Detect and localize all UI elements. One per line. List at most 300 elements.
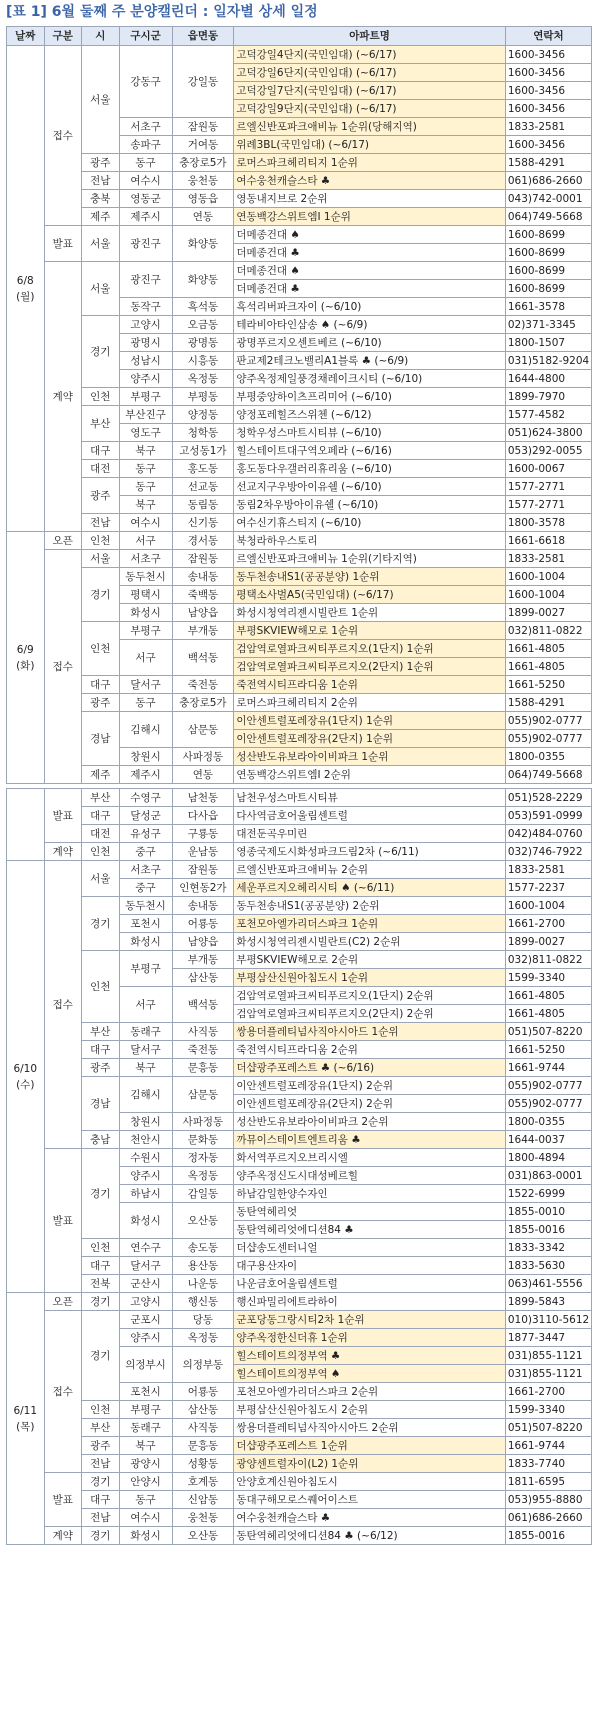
- dong-cell: 옥정동: [172, 370, 234, 388]
- dong-cell: 청학동: [172, 424, 234, 442]
- apartment-name: 더메종건대 ♣: [234, 244, 506, 262]
- district-cell: 천안시: [119, 1131, 172, 1149]
- type-cell: 발표: [44, 1149, 82, 1293]
- apartment-name: 고덕강일7단지(국민임대) (~6/17): [234, 82, 506, 100]
- city-cell: 서울: [82, 226, 120, 262]
- table-row: [7, 1311, 592, 1329]
- district-cell: 제주시: [119, 208, 172, 226]
- dong-cell: 송도동: [172, 1239, 234, 1257]
- city-cell: 인천: [82, 1401, 120, 1419]
- apartment-name: 테라비아타인삼송 ♠ (~6/9): [234, 316, 506, 334]
- table-row: [7, 1293, 592, 1311]
- city-cell: 전남: [82, 172, 120, 190]
- apartment-name: 안양호계신원아침도시: [234, 1473, 506, 1491]
- city-cell: 광주: [82, 1437, 120, 1455]
- city-cell: 서울: [82, 861, 120, 897]
- contact-phone: 1577-4582: [505, 406, 591, 424]
- table-row: [7, 676, 592, 694]
- apartment-name: 대전둔곡우미린: [234, 825, 506, 843]
- apartment-name: 성산반도유보라아이비파크 1순위: [234, 748, 506, 766]
- district-cell: 서초구: [119, 550, 172, 568]
- contact-phone: 032)746-7922: [505, 843, 591, 861]
- contact-phone: 1600-1004: [505, 586, 591, 604]
- dong-cell: 경서동: [172, 532, 234, 550]
- apartment-name: 죽전역시티프라디움 2순위: [234, 1041, 506, 1059]
- table-row: [7, 532, 592, 550]
- contact-phone: 1661-9744: [505, 1437, 591, 1455]
- apartment-name: 광명푸르지오센트베르 (~6/10): [234, 334, 506, 352]
- table-row: [7, 897, 592, 915]
- apartment-name: 양주옥정한신더휴 1순위: [234, 1329, 506, 1347]
- contact-phone: 1600-0067: [505, 460, 591, 478]
- contact-phone: 1661-2700: [505, 1383, 591, 1401]
- city-cell: 대구: [82, 1491, 120, 1509]
- table-row: [7, 825, 592, 843]
- dong-cell: 문흥동: [172, 1059, 234, 1077]
- dong-cell: 호계동: [172, 1473, 234, 1491]
- contact-phone: 1577-2771: [505, 496, 591, 514]
- district-cell: 창원시: [119, 748, 172, 766]
- contact-phone: 1661-3578: [505, 298, 591, 316]
- dong-cell: 감일동: [172, 1185, 234, 1203]
- dong-cell: 흑석동: [172, 298, 234, 316]
- city-cell: 전남: [82, 1509, 120, 1527]
- apartment-name: 여수웅천캐슬스타 ♣: [234, 172, 506, 190]
- district-cell: 영도구: [119, 424, 172, 442]
- type-cell: 접수: [44, 550, 82, 784]
- apartment-name: 흑석리버파크자이 (~6/10): [234, 298, 506, 316]
- apartment-name: 선교지구우방아이유쉘 (~6/10): [234, 478, 506, 496]
- apartment-name: 힐스테이트의정부역 ♣: [234, 1347, 506, 1365]
- table-row: [7, 951, 592, 969]
- contact-phone: 1800-0355: [505, 1113, 591, 1131]
- apartment-name: 양주옥정제일풍경채레이크시티 (~6/10): [234, 370, 506, 388]
- apartment-name: 동탄역헤리엇에디션84 ♣: [234, 1221, 506, 1239]
- contact-phone: 042)484-0760: [505, 825, 591, 843]
- apartment-name: 이안센트럴포레장유(2단지) 2순위: [234, 1095, 506, 1113]
- district-cell: 광양시: [119, 1455, 172, 1473]
- contact-phone: 053)955-8880: [505, 1491, 591, 1509]
- district-cell: 의정부시: [119, 1347, 172, 1383]
- apartment-name: 부평삼산신원아침도시 1순위: [234, 969, 506, 987]
- district-cell: 양주시: [119, 370, 172, 388]
- contact-phone: 1600-1004: [505, 568, 591, 586]
- district-cell: 군포시: [119, 1311, 172, 1329]
- apartment-name: 더메종건대 ♠: [234, 226, 506, 244]
- dong-cell: 오금동: [172, 316, 234, 334]
- dong-cell: 거여동: [172, 136, 234, 154]
- apartment-name: 대구용산자이: [234, 1257, 506, 1275]
- contact-phone: 1661-4805: [505, 658, 591, 676]
- table-row: [7, 1059, 592, 1077]
- table-row: [7, 226, 592, 244]
- date-cell: 6/10 (수): [7, 861, 45, 1293]
- dong-cell: 시흥동: [172, 352, 234, 370]
- city-cell: 부산: [82, 406, 120, 442]
- apartment-name: 르엘신반포파크애비뉴 1순위(당해지역): [234, 118, 506, 136]
- apartment-name: 북청라하우스토리: [234, 532, 506, 550]
- district-cell: 서초구: [119, 861, 172, 879]
- district-cell: 부평구: [119, 388, 172, 406]
- apartment-name: 동대구해모로스퀘어이스트: [234, 1491, 506, 1509]
- contact-phone: 031)855-1121: [505, 1365, 591, 1383]
- table-row: [7, 1131, 592, 1149]
- contact-phone: 031)855-1121: [505, 1347, 591, 1365]
- date-cell: [7, 789, 45, 861]
- district-cell: 동두천시: [119, 568, 172, 586]
- apartment-name: 영동내지브로 2순위: [234, 190, 506, 208]
- contact-phone: 1899-0027: [505, 604, 591, 622]
- schedule-table: [6, 26, 592, 784]
- dong-cell: 잠원동: [172, 118, 234, 136]
- district-cell: 부산진구: [119, 406, 172, 424]
- contact-phone: 031)863-0001: [505, 1167, 591, 1185]
- city-cell: 대구: [82, 807, 120, 825]
- date-cell: 6/9 (화): [7, 532, 45, 784]
- contact-phone: 1600-8699: [505, 226, 591, 244]
- city-cell: 제주: [82, 766, 120, 784]
- city-cell: 광주: [82, 694, 120, 712]
- dong-cell: 어룡동: [172, 1383, 234, 1401]
- district-cell: 달서구: [119, 1257, 172, 1275]
- apartment-name: 로머스파크헤리티지 1순위: [234, 154, 506, 172]
- city-cell: 경기: [82, 316, 120, 388]
- dong-cell: 다사읍: [172, 807, 234, 825]
- city-cell: 광주: [82, 478, 120, 514]
- dong-cell: 충장로5가: [172, 154, 234, 172]
- city-cell: 충남: [82, 1131, 120, 1149]
- contact-phone: 1600-8699: [505, 244, 591, 262]
- dong-cell: 문화동: [172, 1131, 234, 1149]
- contact-phone: 061)686-2660: [505, 1509, 591, 1527]
- table-row: [7, 190, 592, 208]
- contact-phone: 1588-4291: [505, 154, 591, 172]
- contact-phone: 1600-1004: [505, 897, 591, 915]
- dong-cell: 잠원동: [172, 550, 234, 568]
- apartment-name: 부평SKVIEW해모로 2순위: [234, 951, 506, 969]
- table-row: [7, 789, 592, 807]
- dong-cell: 죽전동: [172, 1041, 234, 1059]
- contact-phone: 1661-9744: [505, 1059, 591, 1077]
- dong-cell: 사직동: [172, 1023, 234, 1041]
- contact-phone: 1899-0027: [505, 933, 591, 951]
- apartment-name: 성산반도유보라아이비파크 2순위: [234, 1113, 506, 1131]
- apartment-name: 하남감일한양수자인: [234, 1185, 506, 1203]
- type-cell: 발표: [44, 789, 82, 843]
- apartment-name: 다사역금호어울림센트럴: [234, 807, 506, 825]
- contact-phone: 1577-2771: [505, 478, 591, 496]
- district-cell: 화성시: [119, 1527, 172, 1545]
- dong-cell: 사직동: [172, 1419, 234, 1437]
- contact-phone: 1877-3447: [505, 1329, 591, 1347]
- district-cell: 성남시: [119, 352, 172, 370]
- table-row: [7, 1239, 592, 1257]
- apartment-name: 힐스테이트대구역오페라 (~6/16): [234, 442, 506, 460]
- contact-phone: 1600-3456: [505, 46, 591, 64]
- contact-phone: 051)507-8220: [505, 1419, 591, 1437]
- district-cell: 화성시: [119, 1203, 172, 1239]
- contact-phone: 1833-3342: [505, 1239, 591, 1257]
- city-cell: 부산: [82, 789, 120, 807]
- dong-cell: 당동: [172, 1311, 234, 1329]
- column-header: 구시군: [119, 27, 172, 46]
- contact-phone: 032)811-0822: [505, 622, 591, 640]
- apartment-name: 이안센트럴포레장유(2단지) 1순위: [234, 730, 506, 748]
- contact-phone: 1800-4894: [505, 1149, 591, 1167]
- dong-cell: 화양동: [172, 226, 234, 262]
- table-row: [7, 172, 592, 190]
- contact-phone: 053)591-0999: [505, 807, 591, 825]
- table-row: [7, 1509, 592, 1527]
- dong-cell: 오산동: [172, 1527, 234, 1545]
- apartment-name: 동두천송내S1(공공분양) 2순위: [234, 897, 506, 915]
- table-row: [7, 807, 592, 825]
- dong-cell: 문흥동: [172, 1437, 234, 1455]
- table-row: [7, 861, 592, 879]
- dong-cell: 구룡동: [172, 825, 234, 843]
- district-cell: 달성군: [119, 807, 172, 825]
- apartment-name: 화서역푸르지오브리시엘: [234, 1149, 506, 1167]
- apartment-name: 청학우성스마트시티뷰 (~6/10): [234, 424, 506, 442]
- contact-phone: 1600-3456: [505, 136, 591, 154]
- dong-cell: 송내동: [172, 897, 234, 915]
- contact-phone: 1577-2237: [505, 879, 591, 897]
- city-cell: 인천: [82, 532, 120, 550]
- dong-cell: 잠원동: [172, 861, 234, 879]
- dong-cell: 의정부동: [172, 1347, 234, 1383]
- dong-cell: 신암동: [172, 1491, 234, 1509]
- column-header: 읍면동: [172, 27, 234, 46]
- dong-cell: 백석동: [172, 987, 234, 1023]
- apartment-name: 더샵광주포레스트 1순위: [234, 1437, 506, 1455]
- district-cell: 동구: [119, 478, 172, 496]
- city-cell: 전북: [82, 1275, 120, 1293]
- apartment-name: 검암역로열파크씨티푸르지오(1단지) 1순위: [234, 640, 506, 658]
- district-cell: 강동구: [119, 46, 172, 118]
- dong-cell: 웅천동: [172, 1509, 234, 1527]
- apartment-name: 죽전역시티프라디움 1순위: [234, 676, 506, 694]
- district-cell: 서초구: [119, 118, 172, 136]
- apartment-name: 양주옥정신도시대성베르힐: [234, 1167, 506, 1185]
- contact-phone: 1855-0016: [505, 1527, 591, 1545]
- district-cell: 부평구: [119, 951, 172, 987]
- table-row: [7, 406, 592, 424]
- district-cell: 연수구: [119, 1239, 172, 1257]
- contact-phone: 02)371-3345: [505, 316, 591, 334]
- district-cell: 하남시: [119, 1185, 172, 1203]
- city-cell: 부산: [82, 1023, 120, 1041]
- contact-phone: 055)902-0777: [505, 712, 591, 730]
- contact-phone: 1800-0355: [505, 748, 591, 766]
- column-header: 구분: [44, 27, 82, 46]
- dong-cell: 죽백동: [172, 586, 234, 604]
- dong-cell: 남양읍: [172, 933, 234, 951]
- district-cell: 송파구: [119, 136, 172, 154]
- type-cell: 접수: [44, 46, 82, 226]
- contact-phone: 1661-5250: [505, 676, 591, 694]
- apartment-name: 검암역로열파크씨티푸르지오(2단지) 2순위: [234, 1005, 506, 1023]
- apartment-name: 판교제2테크노밸리A1블록 ♣ (~6/9): [234, 352, 506, 370]
- district-cell: 제주시: [119, 766, 172, 784]
- contact-phone: 1800-3578: [505, 514, 591, 532]
- dong-cell: 백석동: [172, 640, 234, 676]
- city-cell: 광주: [82, 154, 120, 172]
- city-cell: 서울: [82, 550, 120, 568]
- contact-phone: 1644-0037: [505, 1131, 591, 1149]
- district-cell: 고양시: [119, 1293, 172, 1311]
- contact-phone: 1833-7740: [505, 1455, 591, 1473]
- contact-phone: 061)686-2660: [505, 172, 591, 190]
- dong-cell: 연동: [172, 208, 234, 226]
- table-row: [7, 316, 592, 334]
- apartment-name: 검암역로열파크씨티푸르지오(2단지) 1순위: [234, 658, 506, 676]
- apartment-name: 세운푸르지오헤리시티 ♠ (~6/11): [234, 879, 506, 897]
- apartment-name: 까뮤이스테이트엔트리움 ♣: [234, 1131, 506, 1149]
- contact-phone: 1833-2581: [505, 550, 591, 568]
- date-cell: 6/8 (월): [7, 46, 45, 532]
- district-cell: 평택시: [119, 586, 172, 604]
- table-row: [7, 766, 592, 784]
- district-cell: 동구: [119, 694, 172, 712]
- table-row: [7, 1491, 592, 1509]
- city-cell: 인천: [82, 388, 120, 406]
- city-cell: 경기: [82, 1527, 120, 1545]
- apartment-name: 이안센트럴포레장유(1단지) 2순위: [234, 1077, 506, 1095]
- district-cell: 김해시: [119, 712, 172, 748]
- city-cell: 인천: [82, 622, 120, 676]
- table-row: [7, 712, 592, 730]
- dong-cell: 용산동: [172, 1257, 234, 1275]
- apartment-name: 홍도동다우갤러리휴리움 (~6/10): [234, 460, 506, 478]
- header-row: [7, 27, 592, 46]
- table-row: [7, 478, 592, 496]
- apartment-name: 여수웅천캐슬스타 ♣: [234, 1509, 506, 1527]
- type-cell: 접수: [44, 1311, 82, 1473]
- apartment-name: 로머스파크헤리티지 2순위: [234, 694, 506, 712]
- contact-phone: 1600-8699: [505, 280, 591, 298]
- city-cell: 부산: [82, 1419, 120, 1437]
- table-row: [7, 1077, 592, 1095]
- district-cell: 북구: [119, 1437, 172, 1455]
- apartment-name: 쌍용더플레티넘사직아시아드 2순위: [234, 1419, 506, 1437]
- dong-cell: 삼산동: [172, 1401, 234, 1419]
- contact-phone: 063)461-5556: [505, 1275, 591, 1293]
- apartment-name: 동탄역헤리엇: [234, 1203, 506, 1221]
- apartment-name: 평택소사벌A5(국민임대) (~6/17): [234, 586, 506, 604]
- district-cell: 동작구: [119, 298, 172, 316]
- apartment-name: 화성시청역리젠시빌란트(C2) 2순위: [234, 933, 506, 951]
- city-cell: 대구: [82, 1257, 120, 1275]
- contact-phone: 1833-2581: [505, 118, 591, 136]
- apartment-name: 연동백강스위트엠Ⅰ 2순위: [234, 766, 506, 784]
- apartment-name: 르엘신반포파크애비뉴 2순위: [234, 861, 506, 879]
- apartment-name: 연동백강스위트엠Ⅰ 1순위: [234, 208, 506, 226]
- dong-cell: 정자동: [172, 1149, 234, 1167]
- table-row: [7, 1473, 592, 1491]
- table-row: [7, 550, 592, 568]
- city-cell: 대구: [82, 676, 120, 694]
- dong-cell: 죽전동: [172, 676, 234, 694]
- dong-cell: 송내동: [172, 568, 234, 586]
- contact-phone: 053)292-0055: [505, 442, 591, 460]
- dong-cell: 홍도동: [172, 460, 234, 478]
- table-row: [7, 843, 592, 861]
- city-cell: 서울: [82, 262, 120, 316]
- city-cell: 경기: [82, 1473, 120, 1491]
- city-cell: 경남: [82, 712, 120, 766]
- contact-phone: 1522-6999: [505, 1185, 591, 1203]
- apartment-name: 고덕강일4단지(국민임대) (~6/17): [234, 46, 506, 64]
- district-cell: 양주시: [119, 1329, 172, 1347]
- column-header: 연락처: [505, 27, 591, 46]
- column-header: 아파트명: [234, 27, 506, 46]
- contact-phone: 1833-2581: [505, 861, 591, 879]
- dong-cell: 남양읍: [172, 604, 234, 622]
- apartment-name: 부평삼산신원아침도시 2순위: [234, 1401, 506, 1419]
- city-cell: 경기: [82, 568, 120, 622]
- district-cell: 창원시: [119, 1113, 172, 1131]
- dong-cell: 인현동2가: [172, 879, 234, 897]
- district-cell: 포천시: [119, 1383, 172, 1401]
- district-cell: 여수시: [119, 514, 172, 532]
- dong-cell: 행신동: [172, 1293, 234, 1311]
- contact-phone: 1600-3456: [505, 82, 591, 100]
- table-row: [7, 1437, 592, 1455]
- contact-phone: 051)624-3800: [505, 424, 591, 442]
- contact-phone: 1855-0010: [505, 1203, 591, 1221]
- district-cell: 군산시: [119, 1275, 172, 1293]
- district-cell: 중구: [119, 879, 172, 897]
- district-cell: 여수시: [119, 172, 172, 190]
- dong-cell: 부개동: [172, 622, 234, 640]
- table-row: [7, 694, 592, 712]
- type-cell: 발표: [44, 226, 82, 262]
- column-header: 날짜: [7, 27, 45, 46]
- contact-phone: 1855-0016: [505, 1221, 591, 1239]
- dong-cell: 고성동1가: [172, 442, 234, 460]
- city-cell: 경기: [82, 1311, 120, 1401]
- type-cell: 계약: [44, 843, 82, 861]
- district-cell: 동래구: [119, 1023, 172, 1041]
- apartment-name: 군포당동그랑시티2차 1순위: [234, 1311, 506, 1329]
- city-cell: 대전: [82, 460, 120, 478]
- city-cell: 대구: [82, 1041, 120, 1059]
- city-cell: 대전: [82, 825, 120, 843]
- table-row: [7, 1527, 592, 1545]
- city-cell: 경기: [82, 897, 120, 951]
- city-cell: 서울: [82, 46, 120, 154]
- contact-phone: 1899-7970: [505, 388, 591, 406]
- contact-phone: 1661-4805: [505, 1005, 591, 1023]
- dong-cell: 삼문동: [172, 1077, 234, 1113]
- contact-phone: 1600-8699: [505, 262, 591, 280]
- district-cell: 동구: [119, 460, 172, 478]
- apartment-name: 르엘신반포파크애비뉴 1순위(기타지역): [234, 550, 506, 568]
- district-cell: 북구: [119, 442, 172, 460]
- dong-cell: 연동: [172, 766, 234, 784]
- city-cell: 광주: [82, 1059, 120, 1077]
- apartment-name: 더메종건대 ♣: [234, 280, 506, 298]
- type-cell: 오픈: [44, 1293, 82, 1311]
- contact-phone: 1800-1507: [505, 334, 591, 352]
- dong-cell: 나운동: [172, 1275, 234, 1293]
- district-cell: 양주시: [119, 1167, 172, 1185]
- contact-phone: 1588-4291: [505, 694, 591, 712]
- apartment-name: 이안센트럴포레장유(1단지) 1순위: [234, 712, 506, 730]
- dong-cell: 성황동: [172, 1455, 234, 1473]
- district-cell: 광진구: [119, 262, 172, 298]
- contact-phone: 043)742-0001: [505, 190, 591, 208]
